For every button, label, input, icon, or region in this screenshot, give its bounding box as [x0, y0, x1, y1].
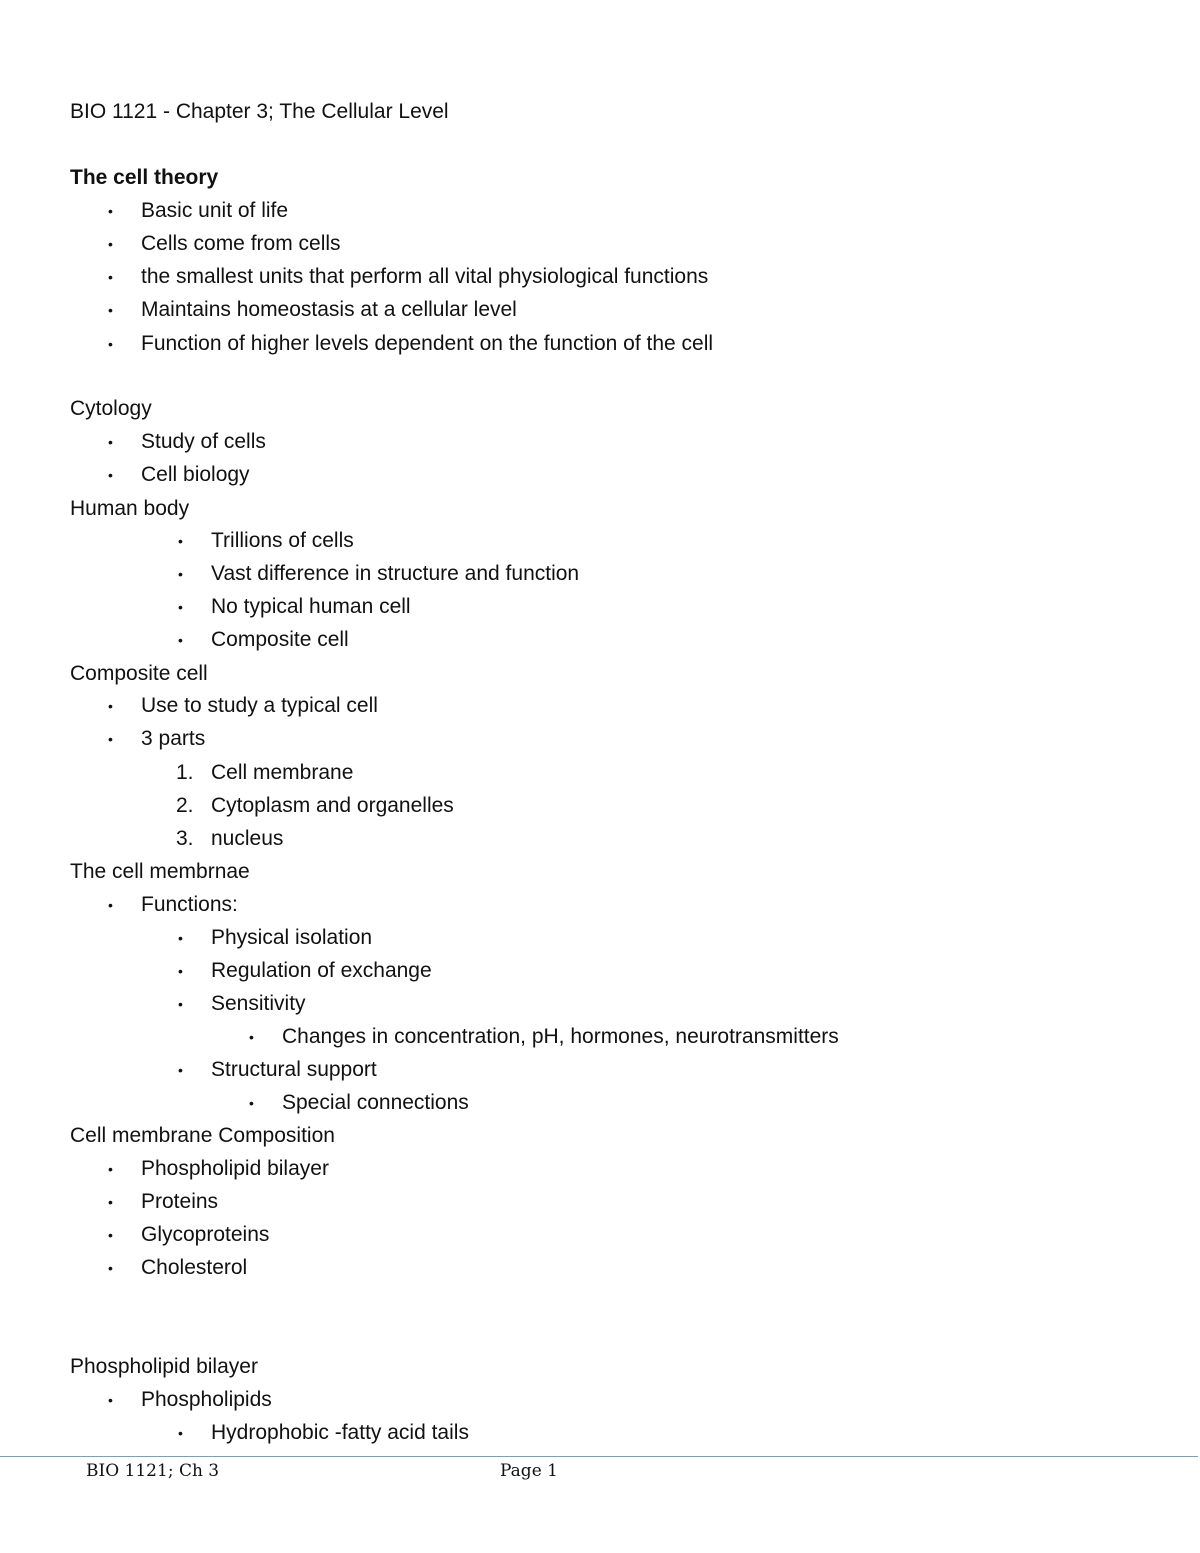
- list-item: Basic unit of life: [141, 199, 289, 222]
- bullet-marker: •: [178, 996, 183, 1012]
- heading-cell-theory: The cell theory: [70, 166, 219, 189]
- bullet-marker: •: [178, 566, 183, 582]
- footer-course-label: BIO 1121; Ch 3: [86, 1461, 220, 1481]
- list-item: Hydrophobic -fatty acid tails: [211, 1421, 469, 1444]
- numbered-item: nucleus: [211, 827, 284, 850]
- bullet-marker: •: [108, 1227, 113, 1243]
- document-title: BIO 1121 - Chapter 3; The Cellular Level: [70, 100, 449, 123]
- number-marker: 1.: [176, 761, 194, 784]
- list-item: Maintains homeostasis at a cellular level: [141, 298, 517, 321]
- bullet-marker: •: [108, 467, 113, 483]
- list-item: Trillions of cells: [211, 529, 354, 552]
- number-marker: 3.: [176, 827, 194, 850]
- list-item: 3 parts: [141, 727, 206, 750]
- footer-page-number: Page 1: [500, 1461, 558, 1481]
- list-item: Vast difference in structure and function: [211, 562, 580, 585]
- numbered-item: Cytoplasm and organelles: [211, 794, 454, 817]
- bullet-marker: •: [178, 963, 183, 979]
- list-item: Glycoproteins: [141, 1223, 270, 1246]
- bullet-marker: •: [249, 1095, 254, 1111]
- bullet-marker: •: [178, 599, 183, 615]
- list-item: Composite cell: [211, 628, 349, 651]
- bullet-marker: •: [178, 930, 183, 946]
- list-item: Function of higher levels dependent on the function of the cell: [141, 332, 714, 355]
- bullet-marker: •: [108, 336, 113, 352]
- bullet-marker: •: [108, 1194, 113, 1210]
- heading-phospholipid-bilayer: Phospholipid bilayer: [70, 1355, 258, 1378]
- bullet-marker: •: [108, 1260, 113, 1276]
- list-item: No typical human cell: [211, 595, 411, 618]
- list-item: Study of cells: [141, 430, 266, 453]
- heading-membrane-composition: Cell membrane Composition: [70, 1124, 335, 1147]
- bullet-marker: •: [108, 1392, 113, 1408]
- bullet-marker: •: [108, 236, 113, 252]
- list-item: Special connections: [282, 1091, 469, 1114]
- list-item: Phospholipids: [141, 1388, 272, 1411]
- heading-human-body: Human body: [70, 497, 190, 520]
- list-item: Structural support: [211, 1058, 377, 1081]
- footer-divider: [0, 1456, 1198, 1457]
- bullet-marker: •: [108, 698, 113, 714]
- bullet-marker: •: [178, 1425, 183, 1441]
- bullet-marker: •: [108, 897, 113, 913]
- number-marker: 2.: [176, 794, 194, 817]
- heading-composite-cell: Composite cell: [70, 662, 208, 685]
- list-item: Physical isolation: [211, 926, 373, 949]
- heading-cytology: Cytology: [70, 397, 152, 420]
- heading-cell-membrane: The cell membrnae: [70, 860, 250, 883]
- bullet-marker: •: [108, 731, 113, 747]
- list-item: Phospholipid bilayer: [141, 1157, 329, 1180]
- numbered-item: Cell membrane: [211, 761, 354, 784]
- list-item: Use to study a typical cell: [141, 694, 378, 717]
- bullet-marker: •: [108, 434, 113, 450]
- bullet-marker: •: [108, 203, 113, 219]
- list-item: Proteins: [141, 1190, 219, 1213]
- list-item: Regulation of exchange: [211, 959, 432, 982]
- bullet-marker: •: [108, 269, 113, 285]
- list-item: Sensitivity: [211, 992, 306, 1015]
- list-item: Changes in concentration, pH, hormones, neurotransmitters: [282, 1025, 839, 1048]
- bullet-marker: •: [249, 1029, 254, 1045]
- list-item: Cells come from cells: [141, 232, 341, 255]
- bullet-marker: •: [178, 632, 183, 648]
- list-item: Functions:: [141, 893, 238, 916]
- list-item: Cell biology: [141, 463, 250, 486]
- bullet-marker: •: [108, 1161, 113, 1177]
- bullet-marker: •: [108, 302, 113, 318]
- list-item: the smallest units that perform all vital physiological functions: [141, 265, 709, 288]
- bullet-marker: •: [178, 533, 183, 549]
- list-item: Cholesterol: [141, 1256, 248, 1279]
- bullet-marker: •: [178, 1062, 183, 1078]
